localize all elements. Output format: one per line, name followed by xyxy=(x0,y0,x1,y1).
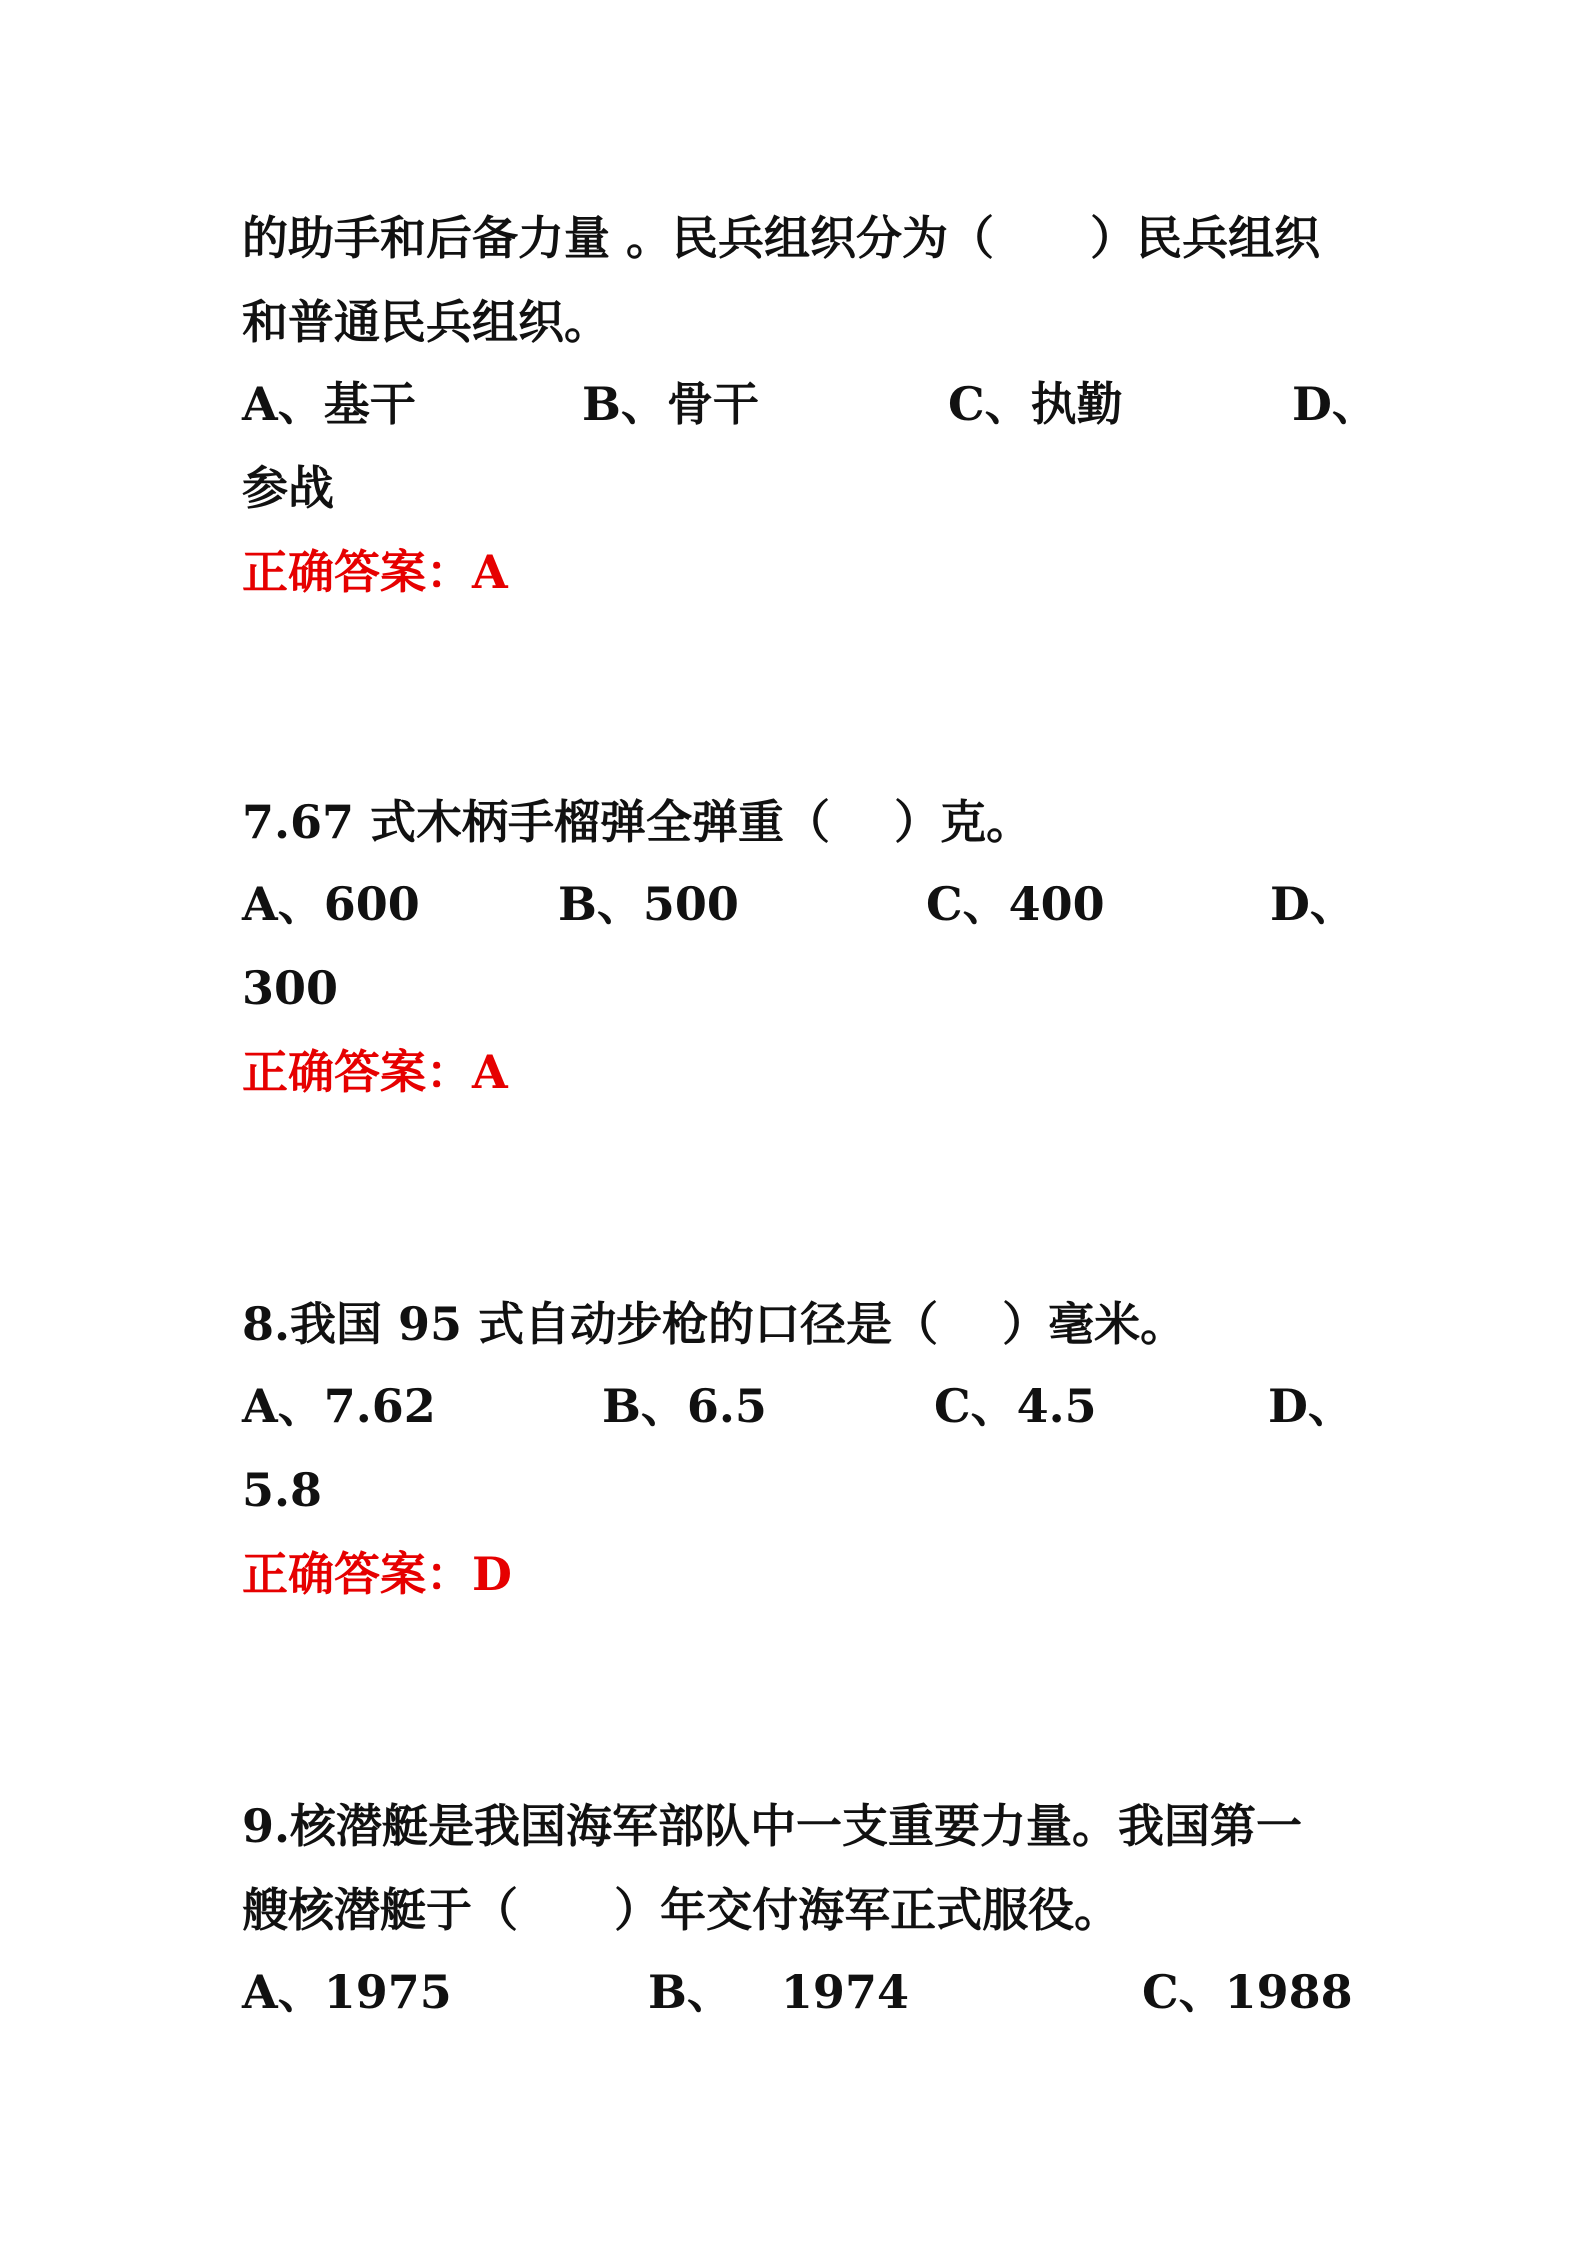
question-7-option-c: C、400 xyxy=(926,877,1105,931)
question-6-text-line-1: 的助手和后备力量 。民兵组织分为（ ）民兵组织 xyxy=(242,211,1321,265)
question-7-option-b: B、500 xyxy=(558,877,739,931)
question-7-option-a: A、600 xyxy=(242,877,420,931)
question-9-option-a: A、1975 xyxy=(242,1965,452,2019)
question-7-option-d-text: 300 xyxy=(242,961,339,1015)
answer-label: 正确答案： xyxy=(242,545,472,599)
answer-value: A xyxy=(472,1045,508,1099)
question-9-text-line-2: 艘核潜艇于（ ）年交付海军正式服役。 xyxy=(242,1883,1121,1937)
question-8-option-a: A、7.62 xyxy=(242,1379,436,1433)
question-6-option-b: B、骨干 xyxy=(582,377,759,431)
question-6-option-d-text: 参战 xyxy=(242,461,334,515)
question-6-option-c: C、执勤 xyxy=(948,377,1123,431)
question-9-option-c: C、1988 xyxy=(1142,1965,1353,2019)
question-7-answer xyxy=(242,1042,508,1102)
question-9-option-b: B、 1974 xyxy=(648,1965,909,2019)
question-6-option-d: D、 xyxy=(1292,377,1378,431)
question-8-option-d: D、 xyxy=(1268,1379,1354,1433)
answer-label: 正确答案： xyxy=(242,1045,472,1099)
question-6-text-line-2: 和普通民兵组织。 xyxy=(242,295,610,349)
question-8-option-b: B、6.5 xyxy=(602,1379,767,1433)
question-9-text-line-1: 9.核潜艇是我国海军部队中一支重要力量。我国第一 xyxy=(242,1799,1303,1853)
question-7-option-d: D、 xyxy=(1270,877,1356,931)
question-8-option-d-text: 5.8 xyxy=(242,1463,323,1517)
question-8-option-c: C、4.5 xyxy=(934,1379,1097,1433)
answer-value: A xyxy=(472,545,508,599)
question-6-answer xyxy=(242,542,508,602)
question-7-text-line-1: 7.67 式木柄手榴弹全弹重（ ）克。 xyxy=(242,795,1033,849)
answer-label: 正确答案： xyxy=(242,1547,472,1601)
question-8-answer xyxy=(242,1544,512,1604)
question-8-text-line-1: 8.我国 95 式自动步枪的口径是（ ）毫米。 xyxy=(242,1297,1187,1351)
answer-value: D xyxy=(472,1547,512,1601)
question-6-option-a: A、基干 xyxy=(242,377,416,431)
